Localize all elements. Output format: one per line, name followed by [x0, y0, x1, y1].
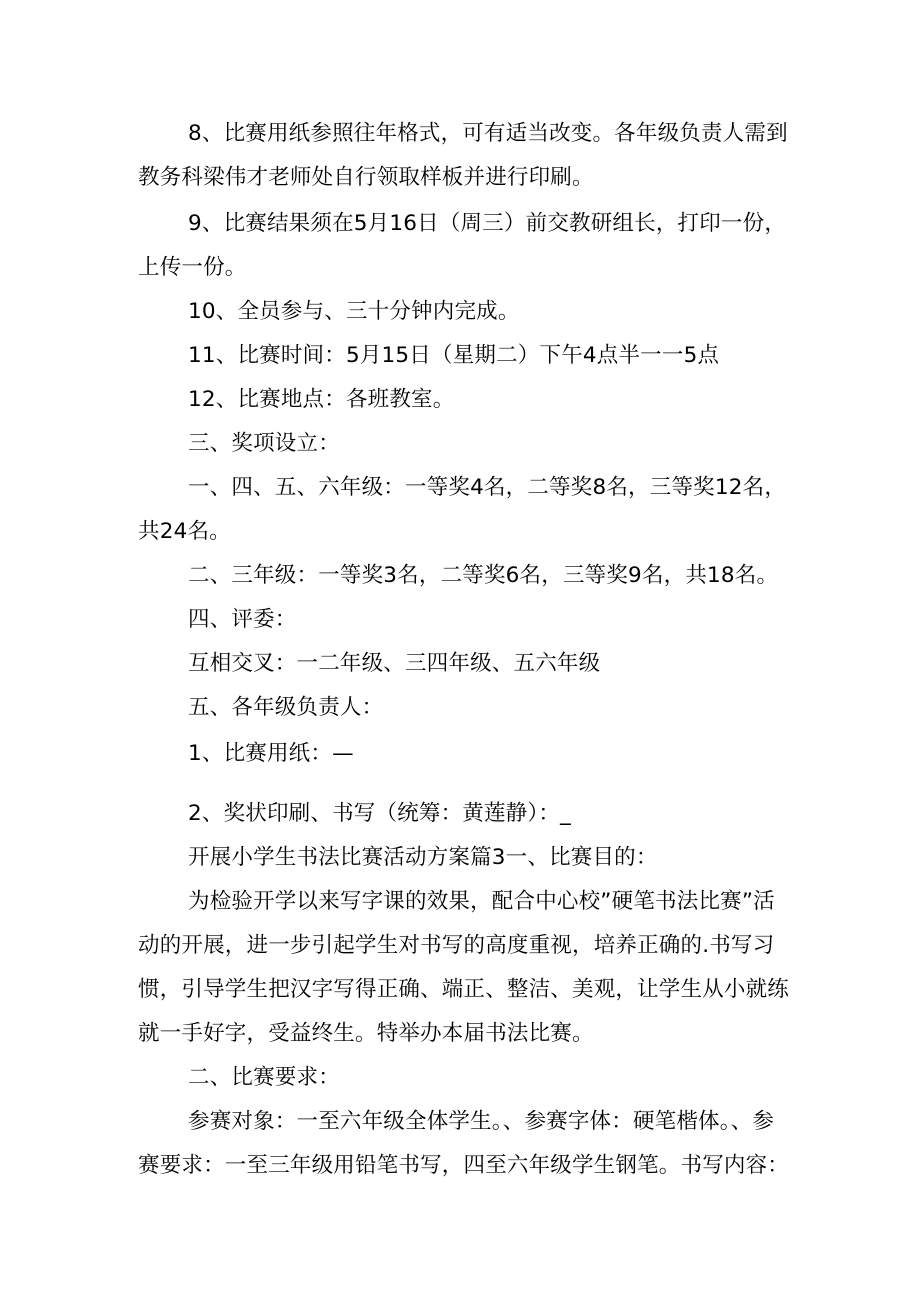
paragraph-line: 1、比赛用纸：— [188, 741, 354, 766]
paragraph-line: 惯，引导学生把汉字写得正确、端正、整洁、美观，让学生从小就练 [138, 977, 790, 1002]
section-heading: 二、比赛要求： [188, 1065, 340, 1090]
paragraph-line: 10、全员参与、三十分钟内完成。 [188, 299, 520, 324]
section-heading: 五、各年级负责人： [188, 695, 384, 720]
paragraph-line: 9、比赛结果须在5月16日（周三）前交教研组长，打印一份， [188, 211, 787, 236]
section-heading: 四、评委： [188, 607, 297, 632]
section-heading: 三、奖项设立： [188, 431, 340, 456]
paragraph-line: 动的开展，进一步引起学生对书写的高度重视，培养正确的.书写习 [138, 933, 775, 958]
paragraph-line: 教务科梁伟才老师处自行领取样板并进行印刷。 [138, 165, 594, 190]
paragraph-line: 8、比赛用纸参照往年格式，可有适当改变。各年级负责人需到 [188, 121, 788, 146]
paragraph-line: 为检验开学以来写字课的效果，配合中心校”硬笔书法比赛”活 [188, 889, 775, 914]
paragraph-line: 2、奖状印刷、书写（统筹：黄莲静）：_ [188, 801, 571, 826]
paragraph-line: 就一手好字，受益终生。特举办本届书法比赛。 [138, 1021, 594, 1046]
paragraph-line: 赛要求：一至三年级用铅笔书写，四至六年级学生钢笔。书写内容： [138, 1153, 790, 1178]
paragraph-line: 二、三年级：一等奖3名，二等奖6名，三等奖9名，共18名。 [188, 563, 779, 588]
paragraph-line: 上传一份。 [138, 255, 247, 280]
paragraph-line: 互相交叉：一二年级、三四年级、五六年级 [188, 651, 601, 676]
paragraph-line: 参赛对象：一至六年级全体学生。、参赛字体：硬笔楷体。、参 [188, 1109, 775, 1134]
paragraph-line: 11、比赛时间：5月15日（星期二）下午4点半一一5点 [188, 343, 720, 368]
paragraph-line: 共24名。 [138, 519, 231, 544]
section-heading: 开展小学生书法比赛活动方案篇3一、比赛目的： [188, 845, 658, 870]
paragraph-line: 12、比赛地点：各班教室。 [188, 387, 455, 412]
paragraph-line: 一、四、五、六年级：一等奖4名，二等奖8名，三等奖12名， [188, 475, 787, 500]
